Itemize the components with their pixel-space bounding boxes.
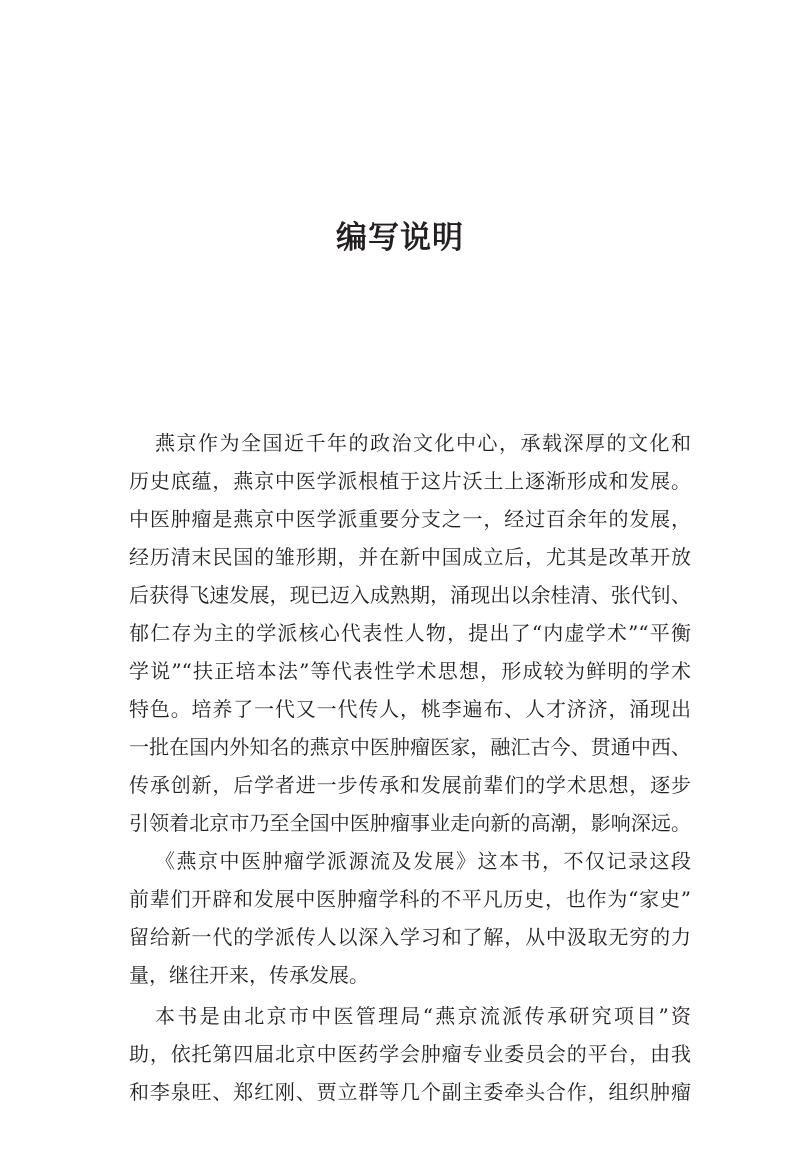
text-line: 历史底蕴，燕京中医学派根植于这片沃土上逐渐形成和发展。: [129, 469, 691, 493]
text-line: 特色。培养了一代又一代传人，桃李遍布、人才济济，涌现出: [129, 697, 691, 721]
text-line: 后获得飞速发展，现已迈入成熟期，涌现出以余桂清、张代钊、: [129, 583, 691, 607]
text-line: 郁仁存为主的学派核心代表性人物，提出了“内虚学术”“平衡: [129, 621, 691, 645]
text-line: 前辈们开辟和发展中医肿瘤学科的不平凡历史，也作为“家史”: [129, 887, 691, 911]
text-line: 传承创新，后学者进一步传承和发展前辈们的学术思想，逐步: [129, 773, 691, 797]
text-line: 助，依托第四届北京中医药学会肿瘤专业委员会的平台，由我: [129, 1042, 691, 1066]
page-title: 编写说明: [336, 220, 464, 256]
text-line: 《燕京中医肿瘤学派源流及发展》这本书，不仅记录这段: [155, 849, 691, 873]
text-line: 留给新一代的学派传人以深入学习和了解，从中汲取无穷的力: [129, 925, 691, 949]
text-line: 和李泉旺、郑红刚、贾立群等几个副主委牵头合作，组织肿瘤: [129, 1080, 691, 1104]
text-line: 本书是由北京市中医管理局“燕京流派传承研究项目”资: [155, 1004, 691, 1028]
text-line: 燕京作为全国近千年的政治文化中心，承载深厚的文化和: [155, 431, 691, 455]
text-line: 学说”“扶正培本法”等代表性学术思想，形成较为鲜明的学术: [129, 659, 691, 683]
text-line: 量，继往开来，传承发展。: [129, 963, 369, 987]
text-line: 中医肿瘤是燕京中医学派重要分支之一，经过百余年的发展，: [129, 507, 691, 531]
text-line: 引领着北京市乃至全国中医肿瘤事业走向新的高潮，影响深远。: [129, 811, 691, 835]
text-line: 一批在国内外知名的燕京中医肿瘤医家，融汇古今、贯通中西、: [129, 735, 691, 759]
text-line: 经历清末民国的雏形期，并在新中国成立后，尤其是改革开放: [129, 545, 691, 569]
